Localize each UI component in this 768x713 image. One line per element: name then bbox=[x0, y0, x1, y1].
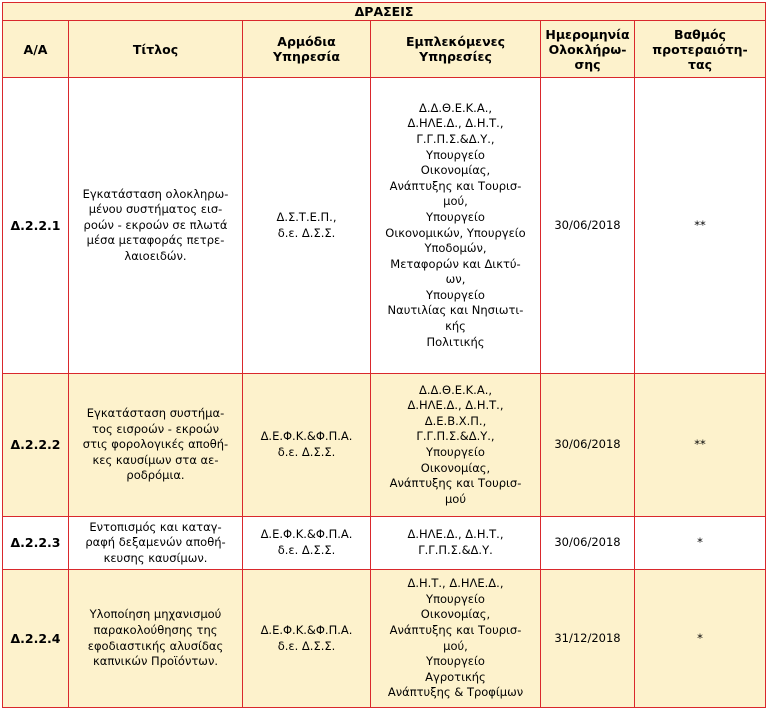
header-date: Ημερομηνία Ολοκλήρω- σης bbox=[541, 21, 635, 78]
row-date: 30/06/2018 bbox=[541, 78, 635, 374]
row-code: Δ.2.2.3 bbox=[3, 517, 69, 570]
row-involved: Δ.Δ.Θ.Ε.Κ.Α., Δ.ΗΛΕ.Δ., Δ.Η.Τ., Γ.Γ.Π.Σ.&Δ.Υ., Υπουργείο Οικονομίας, Ανάπτυξης και Τουρισ- μού, Υπουργείο Οικονομικών, Υπουργείο Υποδομών, Μεταφορών και Δικτύ- ων, Υπουργείο Ναυτιλίας και Νησιωτι- κής Πολιτικής bbox=[371, 78, 541, 374]
table-row bbox=[3, 517, 766, 570]
row-involved: Δ.ΗΛΕ.Δ., Δ.Η.Τ., Γ.Γ.Π.Σ.&Δ.Υ. bbox=[371, 517, 541, 570]
row-responsible: Δ.Ε.Φ.Κ.&Φ.Π.Α. δ.ε. Δ.Σ.Σ. bbox=[243, 517, 371, 570]
actions-table bbox=[2, 2, 766, 708]
header-responsible: Αρμόδια Υπηρεσία bbox=[243, 21, 371, 78]
table-row bbox=[3, 374, 766, 517]
row-code: Δ.2.2.4 bbox=[3, 570, 69, 708]
row-responsible: Δ.Ε.Φ.Κ.&Φ.Π.Α. δ.ε. Δ.Σ.Σ. bbox=[243, 570, 371, 708]
row-responsible: Δ.Ε.Φ.Κ.&Φ.Π.Α. δ.ε. Δ.Σ.Σ. bbox=[243, 374, 371, 517]
row-date: 30/06/2018 bbox=[541, 374, 635, 517]
row-priority: ** bbox=[635, 374, 766, 517]
row-involved: Δ.Η.Τ., Δ.ΗΛΕ.Δ., Υπουργείο Οικονομίας, Ανάπτυξης και Τουρισ- μού, Υπουργείο Αγροτικής Ανάπτυξης & Τροφίμων bbox=[371, 570, 541, 708]
row-code: Δ.2.2.2 bbox=[3, 374, 69, 517]
row-date: 30/06/2018 bbox=[541, 517, 635, 570]
row-title: Υλοποίηση μηχανισμού παρακολούθησης της εφοδιαστικής αλυσίδας καπνικών Προϊόντων. bbox=[69, 570, 243, 708]
row-priority: * bbox=[635, 570, 766, 708]
row-code: Δ.2.2.1 bbox=[3, 78, 69, 374]
table-title-row bbox=[3, 3, 766, 21]
header-aa: Α/Α bbox=[3, 21, 69, 78]
row-involved: Δ.Δ.Θ.Ε.Κ.Α., Δ.ΗΛΕ.Δ., Δ.Η.Τ., Δ.Ε.Β.Χ.Π., Γ.Γ.Π.Σ.&Δ.Υ., Υπουργείο Οικονομίας, Ανάπτυξης και Τουρισ- μού bbox=[371, 374, 541, 517]
table-row bbox=[3, 570, 766, 708]
header-priority: Βαθμός προτεραιότη- τας bbox=[635, 21, 766, 78]
table-row bbox=[3, 78, 766, 374]
row-priority: * bbox=[635, 517, 766, 570]
table-title: ΔΡΑΣΕΙΣ bbox=[3, 3, 766, 21]
row-title: Εντοπισμός και καταγ- ραφή δεξαμενών αποθή- κευσης καυσίμων. bbox=[69, 517, 243, 570]
header-involved: Εμπλεκόμενες Υπηρεσίες bbox=[371, 21, 541, 78]
header-title: Τίτλος bbox=[69, 21, 243, 78]
row-title: Εγκατάσταση συστήμα- τος εισροών - εκροών στις φορολογικές αποθή- κες καυσίμων στα αε- ροδρόμια. bbox=[69, 374, 243, 517]
row-date: 31/12/2018 bbox=[541, 570, 635, 708]
row-title: Εγκατάσταση ολοκληρω- μένου συστήματος εισ- ροών - εκροών σε πλωτά μέσα μεταφοράς πετρε- λαιοειδών. bbox=[69, 78, 243, 374]
row-responsible: Δ.Σ.Τ.Ε.Π., δ.ε. Δ.Σ.Σ. bbox=[243, 78, 371, 374]
row-priority: ** bbox=[635, 78, 766, 374]
table-header-row bbox=[3, 21, 766, 78]
